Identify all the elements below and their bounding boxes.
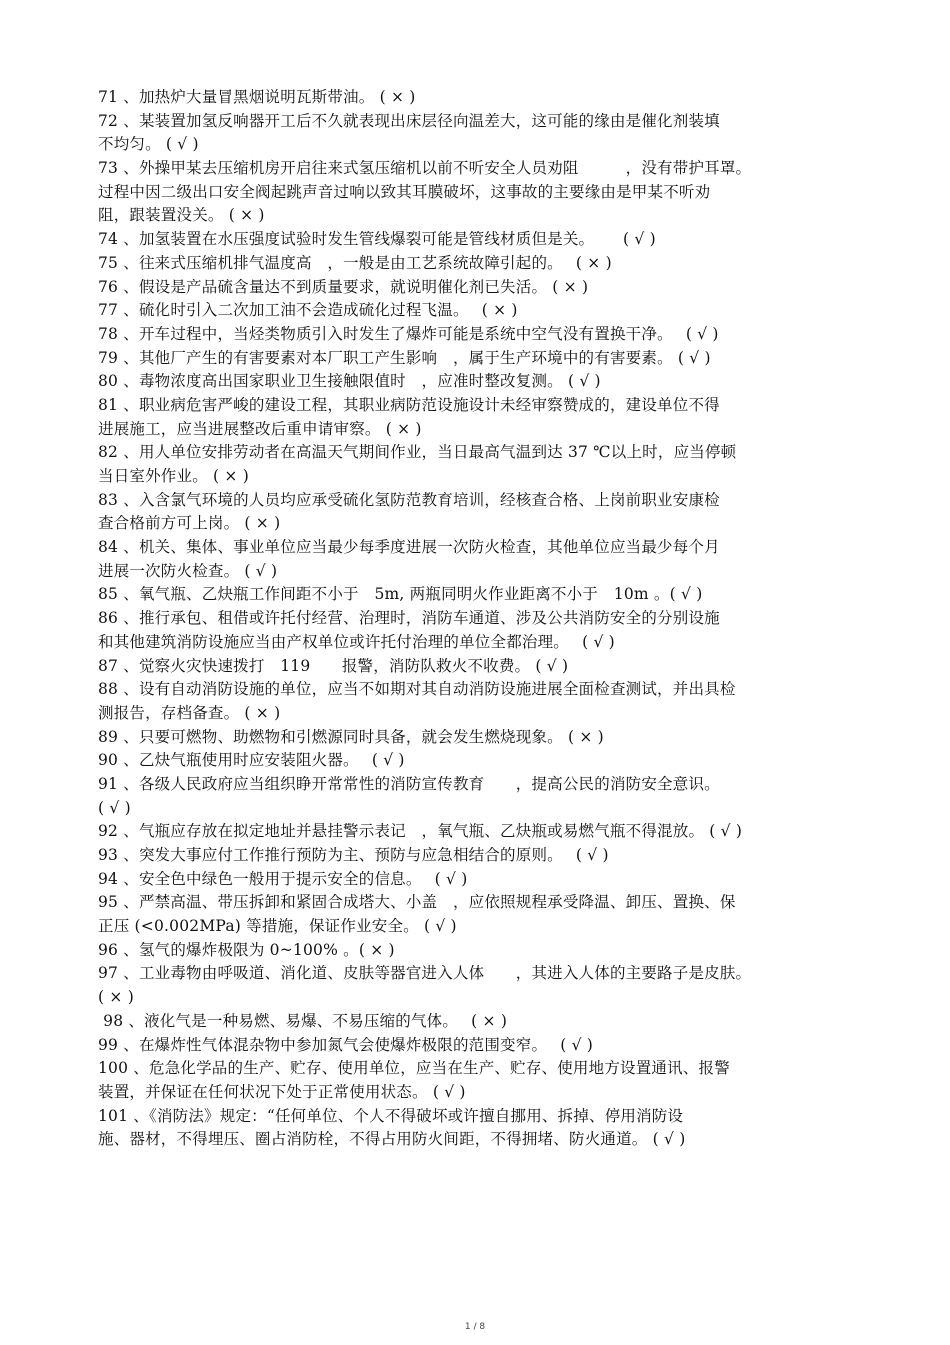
text-line: ( √ ) [98,798,131,817]
text-line: 测报告，存档备查。 ( × ) [98,703,281,722]
text-line: 97 、工业毒物由呼吸道、消化道、皮肤等器官进入人体 ，其进入人体的主要路子是皮肤。 [98,964,752,983]
text-line: 过程中因二级出口安全阀起跳声音过响以致其耳膜破坏，这事故的主要缘由是甲某不听劝 [98,182,711,201]
text-line: 91 、各级人民政府应当组织睁开常常性的消防宣传教育 ，提高公民的消防安全意识。 [98,774,720,793]
text-line: 正压 (<0.002MPa) 等措施，保证作业安全。 ( √ ) [98,917,457,936]
text-line: 75 、往来式压缩机排气温度高 ，一般是由工艺系统故障引起的。 ( × ) [98,253,612,272]
text-line: 98 、液化气是一种易燃、易爆、不易压缩的气体。 ( × ) [98,1011,508,1030]
text-line: 89 、只要可燃物、助燃物和引燃源同时具备，就会发生燃烧现象。 ( × ) [98,727,604,746]
text-line: ( × ) [98,988,134,1007]
text-line: 87 、觉察火灾快速拨打 119 报警，消防队救火不收费。 ( √ ) [98,656,569,675]
text-line: 93 、突发大事应付工作推行预防为主、预防与应急相结合的原则。 ( √ ) [98,846,609,864]
text-line: 99 、在爆炸性气体混杂物中参加氮气会使爆炸极限的范围变窄。 ( √ ) [98,1035,594,1054]
page-number: 1 / 8 [464,1322,486,1332]
text-line: 查合格前方可上岗。 ( × ) [98,514,281,533]
text-line: 进展施工，应当进展整改后重申请审察。 ( × ) [98,419,422,438]
text-line: 100 、危急化学品的生产、贮存、使用单位，应当在生产、贮存、使用地方设置通讯、报警 [98,1059,730,1078]
text-line: 80 、毒物浓度高出国家职业卫生接触限值时 ，应准时整改复测。 ( √ ) [98,372,601,391]
text-line: 72 、某装置加氢反响器开工后不久就表现出床层径向温差大，这可能的缘由是催化剂装填 [98,111,720,130]
text-line: 73 、外操甲某去压缩机房开启往来式氢压缩机以前不听安全人员劝阻 ，没有带护耳罩。 [98,159,752,178]
text-line: 95 、严禁高温、带压拆卸和紧固合成塔大、小盖 ，应依照规程承受降温、卸压、置换、保 [98,893,736,912]
text-line: 96 、氢气的爆炸极限为 0~100% 。( × ) [98,940,395,959]
text-line: 88 、设有自动消防设施的单位，应当不如期对其自动消防设施进展全面检查测试，并出具检 [98,680,736,699]
text-line: 94 、安全色中绿色一般用于提示安全的信息。 ( √ ) [98,869,468,888]
text-line: 不均匀。 ( √ ) [98,135,199,154]
text-line: 78 、开车过程中，当烃类物质引入时发生了爆炸可能是系统中空气没有置换干净。 ( √ ) [98,324,719,343]
text-line: 进展一次防火检查。 ( √ ) [98,561,278,580]
text-line: 和其他建筑消防设施应当由产权单位或许托付治理的单位全都治理。 ( √ ) [98,632,615,651]
text-line: 83 、入含氯气环境的人员均应承受硫化氢防范教育培训，经核查合格、上岗前职业安康检 [98,490,720,509]
text-line: 阻，跟装置没关。 ( × ) [98,206,265,225]
text-line: 装置，并保证在任何状况下处于正常使用状态。 ( √ ) [98,1082,466,1101]
text-line: 71 、加热炉大量冒黑烟说明瓦斯带油。 ( × ) [98,88,416,106]
text-line: 79 、其他厂产生的有害要素对本厂职工产生影响 ，属于生产环境中的有害要素。 ( √ ) [98,348,711,367]
text-line: 85 、氧气瓶、乙炔瓶工作间距不小于 5m, 两瓶同明火作业距离不小于 10m 。( √ ) [98,585,703,604]
text-line: 77 、硫化时引入二次加工油不会造成硫化过程飞温。 ( × ) [98,301,518,320]
question-list [98,86,838,1152]
text-line: 施、器材，不得埋压、圈占消防栓，不得占用防火间距，不得拥堵、防火通道。 ( √ ) [98,1130,686,1149]
text-line: 82 、用人单位安排劳动者在高温天气期间作业，当日最高气温到达 37 ℃以上时，应当停顿 [98,443,737,462]
text-line: 90 、乙炔气瓶使用时应安装阻火器。 ( √ ) [98,751,405,770]
text-line: 92 、气瓶应存放在拟定地址并悬挂警示表记 ，氧气瓶、乙炔瓶或易燃气瓶不得混放。 ( √ ) [98,822,743,841]
text-line: 84 、机关、集体、事业单位应当最少每季度进展一次防火检查，其他单位应当最少每个月 [98,538,720,557]
text-line: 当日室外作业。 ( × ) [98,467,249,485]
text-line: 74 、加氢装置在水压强度试验时发生管线爆裂可能是管线材质但是关。 ( √ ) [98,230,656,249]
text-line: 81 、职业病危害严峻的建设工程，其职业病防范设施设计未经审察赞成的，建设单位不得 [98,395,720,414]
text-line: 76 、假设是产品硫含量达不到质量要求，就说明催化剂已失活。 ( × ) [98,277,589,296]
text-line: 101 、《消防法》规定：“任何单位、个人不得破坏或许擅自挪用、拆掉、停用消防设 [98,1106,684,1125]
text-line: 86 、推行承包、租借或许托付经营、治理时，消防车通道、涉及公共消防安全的分别设施 [98,609,720,628]
